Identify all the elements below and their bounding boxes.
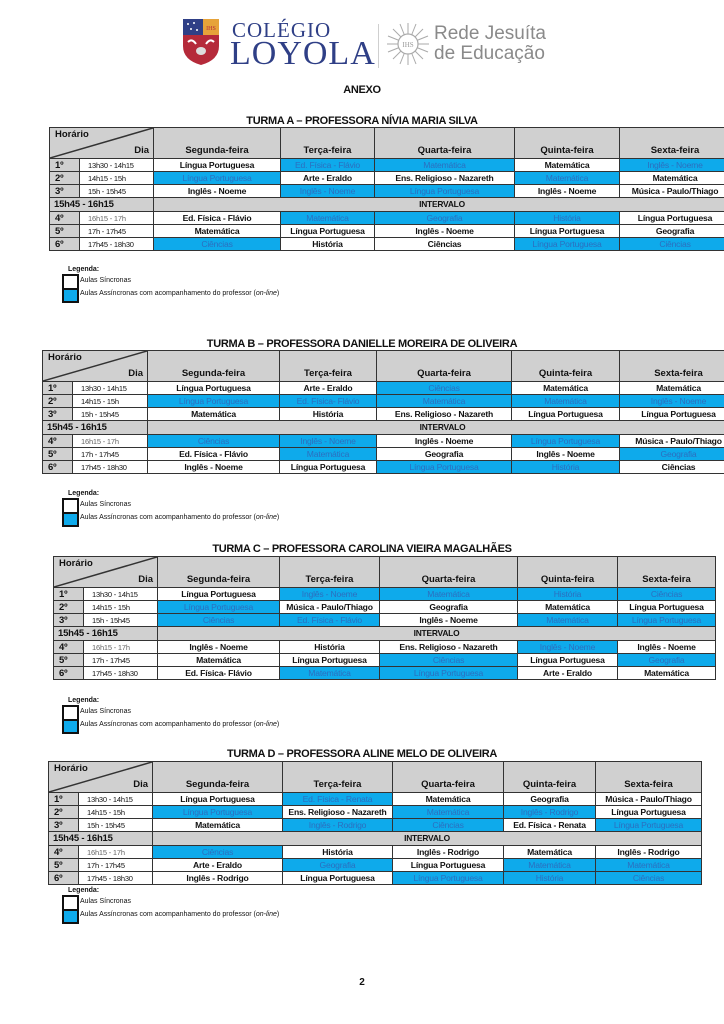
sync-class-cell: Inglês - Rodrigo	[153, 872, 283, 885]
legend-swatch	[62, 498, 79, 527]
sync-class-cell: Inglês - Noeme	[377, 435, 512, 448]
async-class-cell: Geografia	[283, 859, 393, 872]
day-header: Quarta-feira	[375, 128, 515, 159]
day-header: Quarta-feira	[377, 351, 512, 382]
period-number: 1º	[49, 793, 79, 806]
period-time: 17h45 - 18h30	[80, 238, 154, 251]
header-row	[54, 557, 716, 588]
legend-async-swatch	[64, 512, 77, 525]
day-header: Sexta-feira	[618, 557, 716, 588]
sync-class-cell: Inglês - Noeme	[148, 461, 280, 474]
async-class-cell: Língua Portuguesa	[596, 819, 702, 832]
async-class-cell: Língua Portuguesa	[377, 461, 512, 474]
logo-divider	[378, 24, 379, 68]
sync-class-cell: Língua Portuguesa	[280, 654, 380, 667]
sync-class-cell: Inglês - Noeme	[512, 448, 620, 461]
async-class-cell: Inglês - Noeme	[620, 395, 724, 408]
page-title: ANEXO	[343, 84, 381, 96]
async-class-cell: Matemática	[515, 172, 620, 185]
horario-label: Horário	[55, 129, 89, 140]
async-class-cell: Língua Portuguesa	[158, 601, 280, 614]
schedule-row	[49, 859, 702, 872]
period-time: 17h - 17h45	[73, 448, 148, 461]
day-header: Quarta-feira	[380, 557, 518, 588]
header-row	[43, 351, 724, 382]
sync-class-cell: Ed. Física - Renata	[504, 819, 596, 832]
break-label: INTERVALO	[153, 832, 702, 846]
async-class-cell: Língua Portuguesa	[393, 872, 504, 885]
sync-class-cell: Língua Portuguesa	[280, 461, 377, 474]
intervalo-row	[43, 421, 724, 435]
day-header: Quinta-feira	[515, 128, 620, 159]
legend-async-label	[80, 290, 279, 297]
schedule-table	[42, 350, 724, 474]
async-class-cell: Ciências	[620, 238, 724, 251]
schedule-row	[49, 819, 702, 832]
turma-title: TURMA A – PROFESSORA NÍVIA MARIA SILVA	[246, 115, 478, 127]
sync-class-cell: Inglês - Noeme	[618, 641, 716, 654]
period-time: 17h45 - 18h30	[84, 667, 158, 680]
schedule-row	[43, 448, 724, 461]
schedule-row	[49, 872, 702, 885]
day-header: Terça-feira	[280, 557, 380, 588]
schedule-row	[43, 435, 724, 448]
async-class-cell: Ciências	[148, 435, 280, 448]
break-label: INTERVALO	[158, 627, 716, 641]
period-time: 16h15 - 17h	[80, 212, 154, 225]
period-number: 6º	[43, 461, 73, 474]
break-time: 15h45 - 16h15	[50, 198, 154, 212]
period-number: 1º	[50, 159, 80, 172]
legend-title: Legenda:	[68, 490, 100, 497]
async-class-cell: Matemática	[518, 614, 618, 627]
logo-colegio-main: LOYOLA	[230, 35, 376, 72]
sync-class-cell: Matemática	[148, 408, 280, 421]
legend-title: Legenda:	[68, 697, 100, 704]
sync-class-cell: Língua Portuguesa	[596, 806, 702, 819]
async-class-cell: Ciências	[618, 588, 716, 601]
async-class-cell: Língua Portuguesa	[618, 614, 716, 627]
period-number: 6º	[49, 872, 79, 885]
horario-dia-corner	[49, 762, 153, 793]
legend-swatch	[62, 895, 79, 924]
schedule-table	[49, 127, 724, 251]
async-class-cell: Matemática	[281, 212, 375, 225]
period-number: 5º	[49, 859, 79, 872]
async-class-cell: Ed. Física - Flávio	[281, 159, 375, 172]
period-number: 5º	[54, 654, 84, 667]
async-class-cell: Inglês - Noeme	[518, 641, 618, 654]
sync-class-cell: Língua Portuguesa	[154, 159, 281, 172]
async-class-cell: Ed. Física- Flávio	[280, 395, 377, 408]
sync-class-cell: Língua Portuguesa	[515, 225, 620, 238]
sync-class-cell: Inglês - Rodrigo	[393, 846, 504, 859]
sync-class-cell: Matemática	[393, 793, 504, 806]
sync-class-cell: Língua Portuguesa	[281, 225, 375, 238]
sync-class-cell: Matemática	[153, 819, 283, 832]
sync-class-cell: Língua Portuguesa	[620, 408, 724, 421]
async-class-cell: Matemática	[375, 159, 515, 172]
sync-class-cell: Ens. Religioso - Nazareth	[380, 641, 518, 654]
async-class-cell: Matemática	[280, 448, 377, 461]
async-class-cell: História	[504, 872, 596, 885]
day-header: Terça-feira	[281, 128, 375, 159]
dia-label: Dia	[128, 368, 143, 379]
sync-class-cell: Arte - Eraldo	[280, 382, 377, 395]
sync-class-cell: Música - Paulo/Thiago	[280, 601, 380, 614]
async-class-cell: Ciências	[153, 846, 283, 859]
sync-class-cell: História	[283, 846, 393, 859]
horario-label: Horário	[48, 352, 82, 363]
intervalo-row	[49, 832, 702, 846]
period-time: 15h - 15h45	[79, 819, 153, 832]
sync-class-cell: Geografia	[504, 793, 596, 806]
async-class-cell: Língua Portuguesa	[148, 395, 280, 408]
sync-class-cell: Inglês - Noeme	[380, 614, 518, 627]
async-class-cell: Geografia	[375, 212, 515, 225]
sync-class-cell: Língua Portuguesa	[158, 588, 280, 601]
schedule-table	[53, 556, 716, 680]
sync-class-cell: Inglês - Noeme	[158, 641, 280, 654]
intervalo-row	[54, 627, 716, 641]
async-class-cell: Língua Portuguesa	[380, 667, 518, 680]
period-number: 3º	[54, 614, 84, 627]
sync-class-cell: Inglês - Noeme	[154, 185, 281, 198]
sync-class-cell: Arte - Eraldo	[281, 172, 375, 185]
sync-class-cell: Ciências	[375, 238, 515, 251]
sync-class-cell: Língua Portuguesa	[148, 382, 280, 395]
sync-class-cell: Ens. Religioso - Nazareth	[377, 408, 512, 421]
sync-class-cell: História	[281, 238, 375, 251]
legend-async-end: )	[276, 290, 280, 297]
async-class-cell: Ciências	[596, 872, 702, 885]
legend-sync-label: Aulas Síncronas	[80, 898, 131, 905]
period-time: 16h15 - 17h	[79, 846, 153, 859]
schedule-row	[54, 667, 716, 680]
period-time: 13h30 - 14h15	[84, 588, 158, 601]
break-label: INTERVALO	[154, 198, 724, 212]
legend-online-text: on-line	[255, 721, 277, 728]
break-label: INTERVALO	[148, 421, 724, 435]
sync-class-cell: Língua Portuguesa	[393, 859, 504, 872]
day-header: Quinta-feira	[504, 762, 596, 793]
async-class-cell: Inglês - Rodrigo	[504, 806, 596, 819]
sync-class-cell: Língua Portuguesa	[518, 654, 618, 667]
async-class-cell: Inglês - Noeme	[280, 588, 380, 601]
sync-class-cell: Inglês - Noeme	[515, 185, 620, 198]
sync-class-cell: Matemática	[518, 601, 618, 614]
day-header: Sexta-feira	[596, 762, 702, 793]
period-number: 6º	[54, 667, 84, 680]
period-number: 1º	[54, 588, 84, 601]
sync-class-cell: Língua Portuguesa	[512, 408, 620, 421]
sync-class-cell: Ens. Religioso - Nazareth	[375, 172, 515, 185]
schedule-row	[43, 461, 724, 474]
horario-dia-corner	[54, 557, 158, 588]
dia-label: Dia	[138, 574, 153, 585]
jesuit-seal-icon	[386, 22, 430, 66]
legend-async-text: Aulas Assíncronas com acompanhamento do professor (	[80, 290, 256, 297]
period-time: 17h45 - 18h30	[79, 872, 153, 885]
break-time: 15h45 - 16h15	[43, 421, 148, 435]
legend-swatch	[62, 274, 79, 303]
sync-class-cell: Matemática	[512, 382, 620, 395]
schedule-row	[50, 185, 724, 198]
period-number: 1º	[43, 382, 73, 395]
legend-online-text: on-line	[255, 514, 277, 521]
period-number: 6º	[50, 238, 80, 251]
period-time: 15h - 15h45	[84, 614, 158, 627]
shield-text: IHS	[206, 26, 216, 32]
period-number: 5º	[50, 225, 80, 238]
day-header: Segunda-feira	[158, 557, 280, 588]
rede-line-1: Rede Jesuíta	[434, 23, 546, 44]
async-class-cell: Língua Portuguesa	[375, 185, 515, 198]
sync-class-cell: Música - Paulo/Thiago	[596, 793, 702, 806]
sync-class-cell: Geografia	[377, 448, 512, 461]
schedule-row	[50, 212, 724, 225]
turma-title: TURMA D – PROFESSORA ALINE MELO DE OLIVEIRA	[226, 748, 498, 760]
sync-class-cell: História	[280, 408, 377, 421]
async-class-cell: Inglês - Rodrigo	[283, 819, 393, 832]
day-header: Terça-feira	[280, 351, 377, 382]
period-time: 13h30 - 14h15	[79, 793, 153, 806]
period-time: 14h15 - 15h	[84, 601, 158, 614]
header-row	[49, 762, 702, 793]
schedule-row	[49, 793, 702, 806]
schedule-row	[50, 238, 724, 251]
sync-class-cell: Geografia	[380, 601, 518, 614]
async-class-cell: Ciências	[154, 238, 281, 251]
sync-class-cell: Ens. Religioso - Nazareth	[283, 806, 393, 819]
sync-class-cell: Língua Portuguesa	[153, 793, 283, 806]
async-class-cell: Matemática	[377, 395, 512, 408]
async-class-cell: Inglês - Noeme	[620, 159, 724, 172]
sync-class-cell: Arte - Eraldo	[153, 859, 283, 872]
sync-class-cell: Matemática	[620, 382, 724, 395]
period-time: 14h15 - 15h	[80, 172, 154, 185]
sync-class-cell: Língua Portuguesa	[283, 872, 393, 885]
async-class-cell: Geografia	[618, 654, 716, 667]
sync-class-cell: Matemática	[620, 172, 724, 185]
sync-class-cell: Língua Portuguesa	[620, 212, 724, 225]
sync-class-cell: Geografia	[620, 225, 724, 238]
legend-async-swatch	[64, 909, 77, 922]
schedule-row	[43, 408, 724, 421]
legend-async-end: )	[276, 721, 280, 728]
async-class-cell: Matemática	[596, 859, 702, 872]
legend-online-text: on-line	[255, 290, 277, 297]
async-class-cell: Ed. Física - Flávio	[280, 614, 380, 627]
period-number: 2º	[43, 395, 73, 408]
schedule-row	[54, 641, 716, 654]
async-class-cell: Matemática	[504, 859, 596, 872]
async-class-cell: Matemática	[393, 806, 504, 819]
async-class-cell: Matemática	[380, 588, 518, 601]
day-header: Quinta-feira	[512, 351, 620, 382]
schedule-row	[50, 172, 724, 185]
period-time: 17h - 17h45	[80, 225, 154, 238]
async-class-cell: História	[518, 588, 618, 601]
period-number: 2º	[49, 806, 79, 819]
async-class-cell: Geografia	[620, 448, 724, 461]
async-class-cell: Língua Portuguesa	[154, 172, 281, 185]
period-time: 14h15 - 15h	[73, 395, 148, 408]
break-time: 15h45 - 16h15	[54, 627, 158, 641]
async-class-cell: Inglês - Noeme	[281, 185, 375, 198]
sync-class-cell: Ed. Física - Flávio	[154, 212, 281, 225]
schedule-table	[48, 761, 702, 885]
break-time: 15h45 - 16h15	[49, 832, 153, 846]
period-number: 4º	[54, 641, 84, 654]
period-number: 4º	[43, 435, 73, 448]
day-header: Terça-feira	[283, 762, 393, 793]
schedule-row	[54, 588, 716, 601]
legend-async-text: Aulas Assíncronas com acompanhamento do professor (	[80, 721, 256, 728]
period-time: 15h - 15h45	[80, 185, 154, 198]
header-row	[50, 128, 724, 159]
seal-text: IHS	[402, 41, 414, 49]
turma-title: TURMA B – PROFESSORA DANIELLE MOREIRA DE OLIVEIRA	[206, 338, 518, 350]
legend-async-end: )	[276, 911, 280, 918]
async-class-cell: História	[515, 212, 620, 225]
period-time: 17h - 17h45	[84, 654, 158, 667]
legend-sync-label: Aulas Síncronas	[80, 708, 131, 715]
legend-async-label	[80, 514, 279, 521]
shield-icon	[182, 18, 220, 66]
schedule-row	[54, 654, 716, 667]
sync-class-cell: Ed. Física- Flávio	[158, 667, 280, 680]
schedule-row	[50, 159, 724, 172]
period-time: 16h15 - 17h	[73, 435, 148, 448]
legend-sync-label: Aulas Síncronas	[80, 277, 131, 284]
async-class-cell: Ciências	[377, 382, 512, 395]
period-number: 3º	[49, 819, 79, 832]
sync-class-cell: Matemática	[515, 159, 620, 172]
day-header: Segunda-feira	[153, 762, 283, 793]
legend-async-swatch	[64, 288, 77, 301]
period-time: 16h15 - 17h	[84, 641, 158, 654]
sync-class-cell: Inglês - Noeme	[375, 225, 515, 238]
period-time: 17h - 17h45	[79, 859, 153, 872]
period-number: 4º	[49, 846, 79, 859]
turma-title: TURMA C – PROFESSORA CAROLINA VIEIRA MAGALHÃES	[212, 543, 512, 555]
async-class-cell: História	[512, 461, 620, 474]
horario-label: Horário	[59, 558, 93, 569]
horario-dia-corner	[50, 128, 154, 159]
period-number: 3º	[50, 185, 80, 198]
async-class-cell: Ciências	[158, 614, 280, 627]
sync-class-cell: Matemática	[158, 654, 280, 667]
day-header: Segunda-feira	[154, 128, 281, 159]
rede-jesuita-text	[434, 24, 546, 64]
day-header: Sexta-feira	[620, 128, 724, 159]
sync-class-cell: Língua Portuguesa	[618, 601, 716, 614]
legend-async-label	[80, 721, 279, 728]
async-class-cell: Língua Portuguesa	[512, 435, 620, 448]
day-header: Quinta-feira	[518, 557, 618, 588]
sync-class-cell: História	[280, 641, 380, 654]
period-number: 2º	[54, 601, 84, 614]
logo-colegio-top: COLÉGIO	[232, 18, 332, 42]
schedule-row	[54, 614, 716, 627]
async-class-cell: Ciências	[380, 654, 518, 667]
page-number: 2	[359, 977, 365, 988]
intervalo-row	[50, 198, 724, 212]
schedule-row	[54, 601, 716, 614]
period-number: 4º	[50, 212, 80, 225]
horario-label: Horário	[54, 763, 88, 774]
legend-async-swatch	[64, 719, 77, 732]
dia-label: Dia	[134, 145, 149, 156]
legend-async-label	[80, 911, 279, 918]
sync-class-cell: Ed. Física - Flávio	[148, 448, 280, 461]
day-header: Quarta-feira	[393, 762, 504, 793]
sync-class-cell: Arte - Eraldo	[518, 667, 618, 680]
sync-class-cell: Matemática	[618, 667, 716, 680]
async-class-cell: Língua Portuguesa	[515, 238, 620, 251]
legend-sync-label: Aulas Síncronas	[80, 501, 131, 508]
sync-class-cell: Inglês - Rodrigo	[596, 846, 702, 859]
period-number: 3º	[43, 408, 73, 421]
legend-async-end: )	[276, 514, 280, 521]
colegio-loyola-logo	[180, 16, 550, 72]
sync-class-cell: Música - Paulo/Thiago	[620, 185, 724, 198]
legend-async-text: Aulas Assíncronas com acompanhamento do professor (	[80, 514, 256, 521]
async-class-cell: Ed. Física - Renata	[283, 793, 393, 806]
schedule-row	[49, 846, 702, 859]
sync-class-cell: Ciências	[620, 461, 724, 474]
schedule-row	[49, 806, 702, 819]
async-class-cell: Matemática	[280, 667, 380, 680]
legend-async-text: Aulas Assíncronas com acompanhamento do professor (	[80, 911, 256, 918]
period-time: 13h30 - 14h15	[80, 159, 154, 172]
period-time: 15h - 15h45	[73, 408, 148, 421]
period-time: 17h45 - 18h30	[73, 461, 148, 474]
period-number: 2º	[50, 172, 80, 185]
legend-online-text: on-line	[255, 911, 277, 918]
legend-title: Legenda:	[68, 887, 100, 894]
schedule-row	[50, 225, 724, 238]
sync-class-cell: Matemática	[504, 846, 596, 859]
async-class-cell: Matemática	[512, 395, 620, 408]
async-class-cell: Inglês - Noeme	[280, 435, 377, 448]
legend-title: Legenda:	[68, 266, 100, 273]
horario-dia-corner	[43, 351, 148, 382]
schedule-row	[43, 395, 724, 408]
legend-swatch	[62, 705, 79, 734]
day-header: Segunda-feira	[148, 351, 280, 382]
async-class-cell: Ciências	[393, 819, 504, 832]
schedule-row	[43, 382, 724, 395]
dia-label: Dia	[133, 779, 148, 790]
async-class-cell: Língua Portuguesa	[153, 806, 283, 819]
period-number: 5º	[43, 448, 73, 461]
sync-class-cell: Matemática	[154, 225, 281, 238]
rede-line-2: de Educação	[434, 43, 545, 64]
period-time: 14h15 - 15h	[79, 806, 153, 819]
day-header: Sexta-feira	[620, 351, 724, 382]
period-time: 13h30 - 14h15	[73, 382, 148, 395]
sync-class-cell: Música - Paulo/Thiago	[620, 435, 724, 448]
